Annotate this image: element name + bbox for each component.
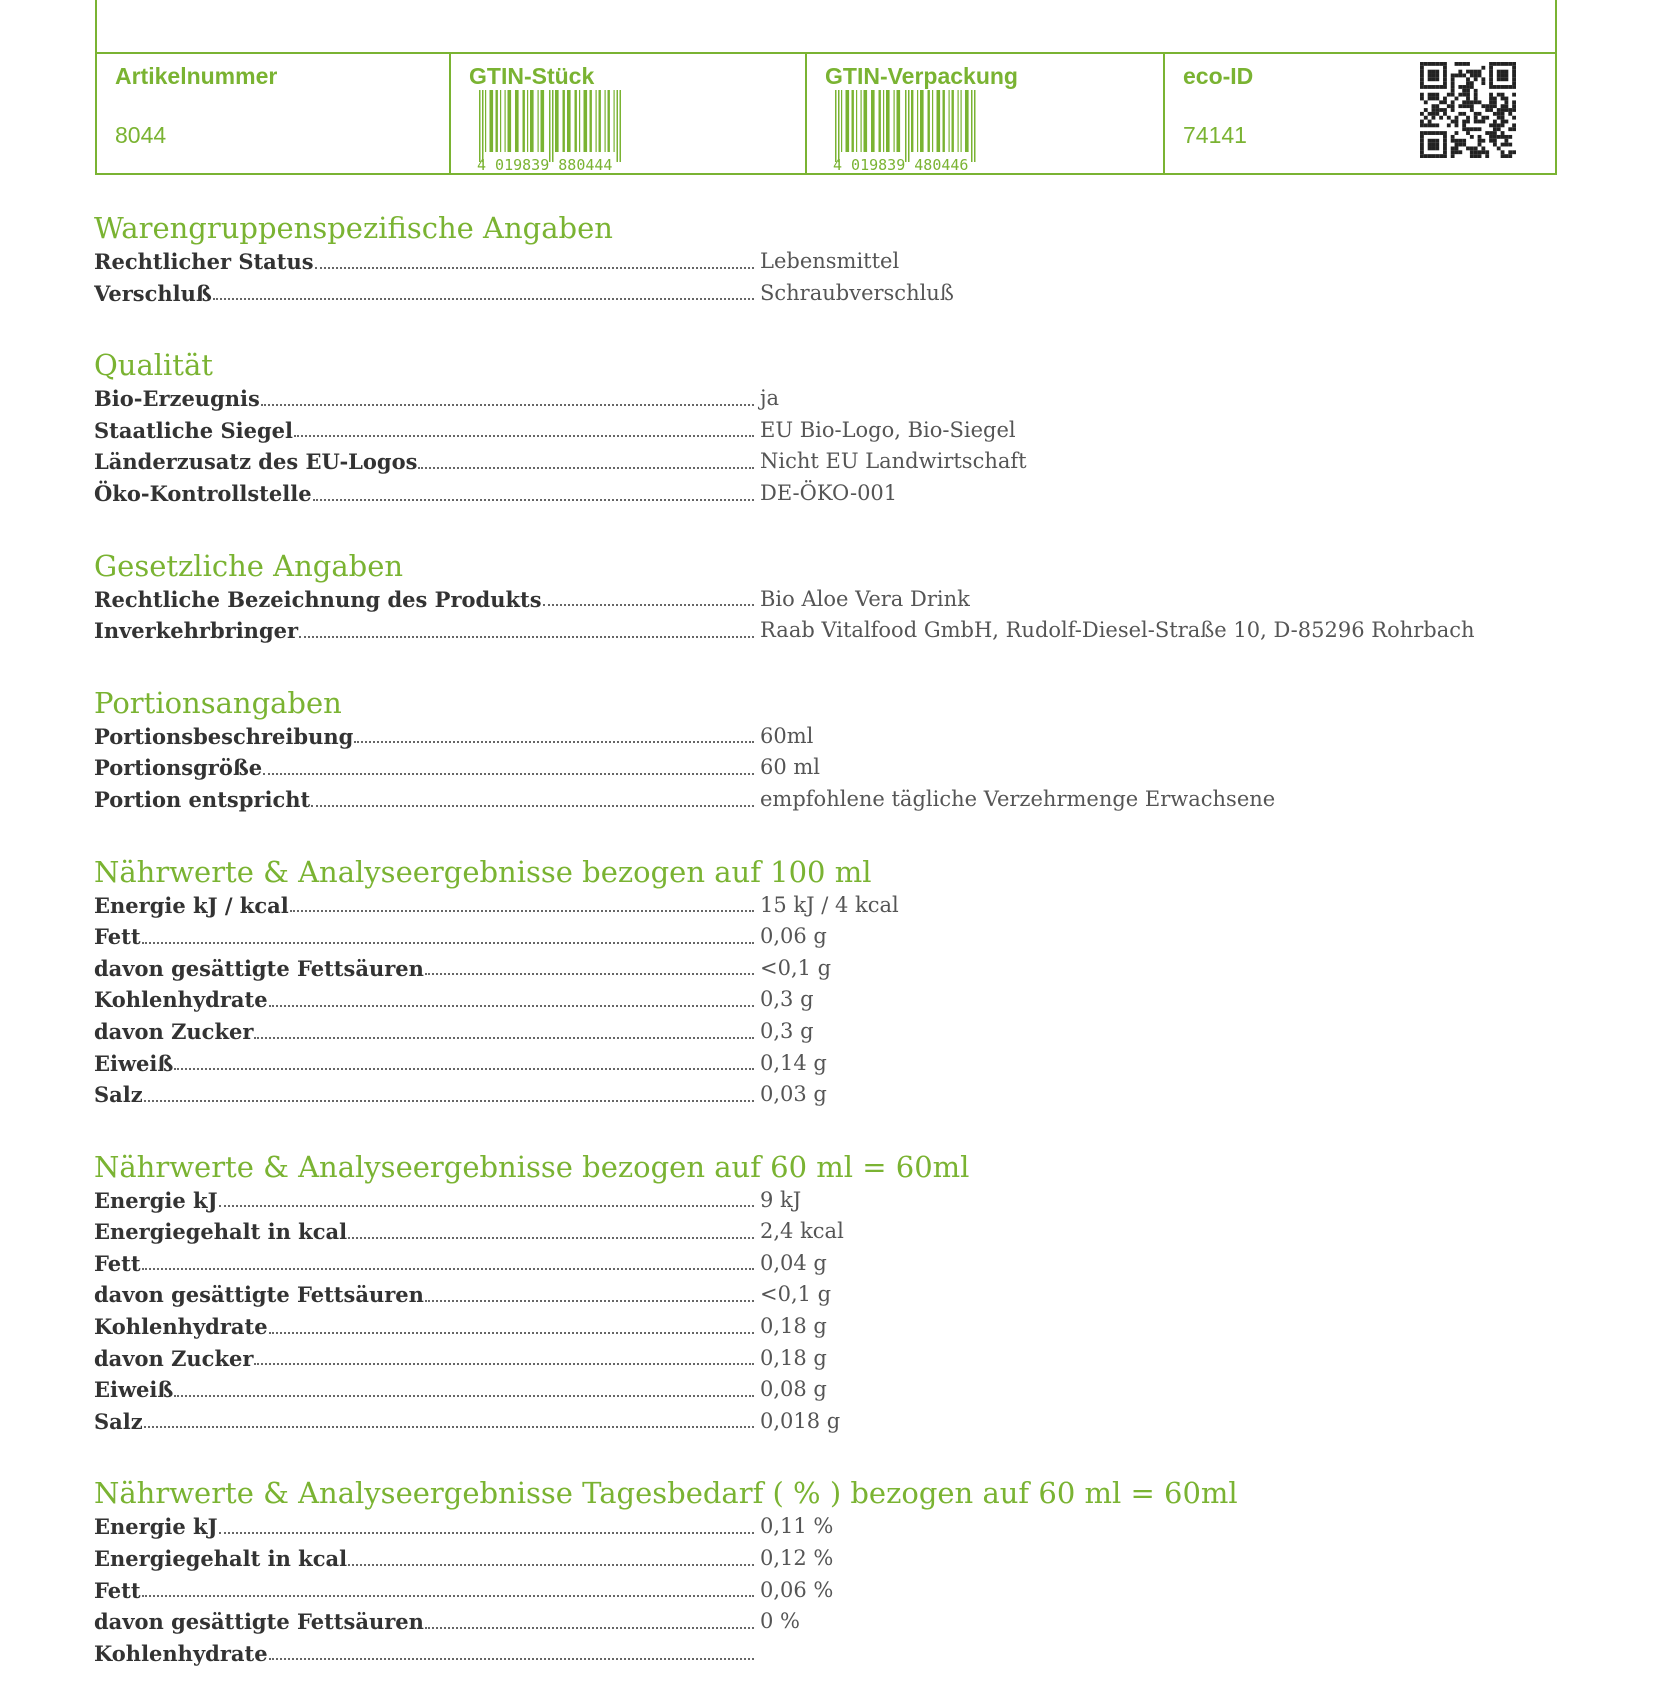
dot-leader	[219, 1205, 754, 1207]
spec-value: 0,3 g	[760, 1018, 814, 1043]
spec-value: 0,06 g	[760, 924, 827, 949]
spec-label: davon gesättigte Fettsäuren	[94, 955, 424, 981]
dot-leader	[313, 499, 754, 501]
spec-label: Kohlenhydrate	[94, 1640, 268, 1666]
spec-label-wrap	[94, 478, 754, 510]
spec-label: Staatliche Siegel	[94, 417, 293, 443]
section-title: Nährwerte & Analyseergebnisse bezogen auf 100 ml	[94, 854, 872, 889]
spec-label-wrap	[94, 1048, 754, 1080]
spec-label-wrap	[94, 415, 754, 447]
spec-row	[94, 383, 1534, 415]
spec-label-wrap	[94, 1248, 754, 1280]
dot-leader	[142, 1595, 754, 1597]
dot-leader	[261, 404, 754, 406]
spec-row	[94, 278, 1534, 310]
dot-leader	[311, 805, 754, 807]
spec-value: 0,18 g	[760, 1345, 827, 1370]
spec-value: Nicht EU Landwirtschaft	[760, 449, 1027, 474]
spec-label: Portionsgröße	[94, 755, 263, 781]
spec-label: Öko-Kontrollstelle	[94, 480, 312, 506]
spec-label-wrap	[94, 890, 754, 922]
spec-value: 0 %	[760, 1609, 800, 1634]
spec-row	[94, 921, 1534, 953]
dot-leader	[174, 1395, 754, 1397]
eco-id-label: eco-ID	[1183, 63, 1254, 89]
spec-value: DE-ÖKO-001	[760, 480, 898, 505]
dot-leader	[144, 1426, 754, 1428]
dot-leader	[213, 298, 754, 300]
spec-value: 0,14 g	[760, 1050, 827, 1075]
dot-leader	[144, 1100, 754, 1102]
spec-label: Fett	[94, 1250, 141, 1276]
spec-row	[94, 784, 1534, 816]
spec-value: 0,3 g	[760, 987, 814, 1012]
dot-leader	[269, 1658, 754, 1660]
barcode-icon	[833, 90, 1013, 172]
spec-value: 0,08 g	[760, 1377, 827, 1402]
spec-row	[94, 415, 1534, 447]
spec-label: Fett	[94, 1577, 141, 1603]
dot-leader	[254, 1037, 754, 1039]
article-number-value: 8044	[115, 122, 167, 148]
spec-row	[94, 1511, 1534, 1543]
spec-section	[94, 854, 1534, 1111]
spec-value: Lebensmittel	[760, 249, 900, 273]
spec-label: davon Zucker	[94, 1018, 254, 1044]
section-title: Gesetzliche Angaben	[94, 548, 404, 583]
spec-label: Portion entspricht	[94, 786, 311, 812]
spec-label-wrap	[94, 1311, 754, 1343]
spec-label: Bio-Erzeugnis	[94, 386, 260, 412]
dot-leader	[543, 604, 754, 606]
spec-label-wrap	[94, 1511, 754, 1543]
spec-label-wrap	[94, 1543, 754, 1575]
spec-row	[94, 752, 1534, 784]
spec-value: Bio Aloe Vera Drink	[760, 586, 970, 611]
spec-label: Energie kJ	[94, 1514, 218, 1540]
article-number-label: Artikelnummer	[115, 63, 278, 89]
dot-leader	[142, 1268, 754, 1270]
spec-label: Energie kJ / kcal	[94, 892, 289, 918]
spec-row	[94, 1406, 1534, 1438]
qr-code-icon	[1420, 62, 1516, 158]
spec-label: davon gesättigte Fettsäuren	[94, 1609, 424, 1635]
barcode-icon	[477, 90, 657, 172]
spec-label: Inverkehrbringer	[94, 618, 299, 644]
spec-label-wrap	[94, 721, 754, 753]
dot-leader	[269, 1332, 754, 1334]
spec-section	[94, 347, 1534, 509]
spec-row	[94, 1216, 1534, 1248]
spec-label-wrap	[94, 584, 754, 616]
spec-row	[94, 1016, 1534, 1048]
spec-value: 0,18 g	[760, 1314, 827, 1339]
spec-row	[94, 615, 1534, 647]
spec-label: Rechtlicher Status	[94, 249, 314, 274]
section-title: Qualität	[94, 348, 213, 383]
spec-row	[94, 1185, 1534, 1217]
spec-label-wrap	[94, 383, 754, 415]
spec-label-wrap	[94, 278, 754, 310]
spec-row	[94, 984, 1534, 1016]
spec-label-wrap	[94, 1279, 754, 1311]
spec-value	[754, 1638, 760, 1670]
section-title: Nährwerte & Analyseergebnisse bezogen auf 60 ml = 60ml	[94, 1149, 970, 1184]
spec-label-wrap	[94, 1216, 754, 1248]
dot-leader	[142, 942, 754, 944]
spec-label-wrap	[94, 921, 754, 953]
spec-label: davon gesättigte Fettsäuren	[94, 1282, 424, 1308]
product-id-row	[97, 52, 1555, 173]
dot-leader	[425, 973, 754, 975]
spec-value: 9 kJ	[760, 1187, 802, 1212]
spec-value: 60 ml	[760, 755, 821, 780]
spec-label-wrap	[94, 984, 754, 1016]
eco-id-cell	[1163, 54, 1555, 173]
spec-label: Energiegehalt in kcal	[94, 1546, 348, 1572]
spec-row	[94, 1543, 1534, 1575]
spec-row	[94, 446, 1534, 478]
spec-row	[94, 1606, 1534, 1638]
spec-label-wrap	[94, 446, 754, 478]
gtin-pack-label: GTIN-Verpackung	[825, 63, 1018, 89]
spec-value: 0,018 g	[760, 1408, 841, 1433]
gtin-pack-cell	[805, 54, 1165, 173]
spec-label: Eiweiß	[94, 1377, 174, 1403]
spec-label-wrap	[94, 1343, 754, 1375]
spec-label: Kohlenhydrate	[94, 1314, 268, 1340]
spec-label-wrap	[94, 246, 754, 278]
spec-row	[94, 721, 1534, 753]
spec-row	[94, 1638, 1534, 1670]
spec-row	[94, 1248, 1534, 1280]
spec-value: empfohlene tägliche Verzehrmenge Erwachsene	[760, 786, 1276, 811]
spec-label: Salz	[94, 1408, 143, 1434]
spec-value: 0,04 g	[760, 1250, 827, 1275]
spec-section	[94, 548, 1534, 647]
spec-label: Fett	[94, 924, 141, 950]
spec-label: davon Zucker	[94, 1345, 254, 1371]
product-spec-sheet	[94, 210, 1534, 1707]
dot-leader	[348, 1237, 754, 1239]
spec-label: Portionsbeschreibung	[94, 723, 354, 749]
spec-label-wrap	[94, 953, 754, 985]
dot-leader	[254, 1363, 754, 1365]
spec-value: EU Bio-Logo, Bio-Siegel	[760, 417, 1016, 442]
dot-leader	[354, 741, 754, 743]
spec-row	[94, 1575, 1534, 1607]
spec-label-wrap	[94, 615, 754, 647]
dot-leader	[290, 910, 754, 912]
spec-value: <0,1 g	[760, 1282, 832, 1307]
spec-value: 0,06 %	[760, 1577, 834, 1602]
spec-value: 0,11 %	[760, 1514, 834, 1539]
section-title: Portionsangaben	[94, 685, 342, 720]
spec-value: 2,4 kcal	[760, 1219, 844, 1244]
spec-row	[94, 1079, 1534, 1111]
section-title: Warengruppenspezifische Angaben	[94, 211, 613, 245]
gtin-piece-label: GTIN-Stück	[469, 63, 595, 89]
dot-leader	[425, 1627, 754, 1629]
spec-row	[94, 890, 1534, 922]
spec-label: Energiegehalt in kcal	[94, 1219, 348, 1245]
dot-leader	[315, 267, 754, 269]
spec-label-wrap	[94, 1575, 754, 1607]
spec-row	[94, 584, 1534, 616]
dot-leader	[418, 467, 754, 469]
spec-row	[94, 1343, 1534, 1375]
spec-row	[94, 1374, 1534, 1406]
dot-leader	[219, 1532, 754, 1534]
dot-leader	[425, 1300, 754, 1302]
dot-leader	[348, 1564, 754, 1566]
spec-label-wrap	[94, 1374, 754, 1406]
svg-text:4 019839 880444: 4 019839 880444	[477, 156, 613, 172]
dot-leader	[269, 1005, 754, 1007]
spec-value: Raab Vitalfood GmbH, Rudolf-Diesel-Straße 10, D-85296 Rohrbach	[760, 618, 1475, 643]
spec-value: <0,1 g	[760, 955, 832, 980]
spec-label-wrap	[94, 1638, 754, 1670]
spec-section	[94, 1475, 1534, 1669]
eco-id-value: 74141	[1183, 122, 1247, 148]
spec-label-wrap	[94, 1016, 754, 1048]
spec-label-wrap	[94, 1185, 754, 1217]
spec-label-wrap	[94, 1406, 754, 1438]
spec-label-wrap	[94, 752, 754, 784]
spec-label-wrap	[94, 1606, 754, 1638]
spec-label: Energie kJ	[94, 1187, 218, 1213]
spec-section	[94, 685, 1534, 816]
spec-label: Eiweiß	[94, 1050, 174, 1076]
spec-label: Verschluß	[94, 280, 212, 306]
spec-row	[94, 246, 1534, 278]
spec-label: Salz	[94, 1082, 143, 1108]
spec-value: 15 kJ / 4 kcal	[760, 892, 899, 917]
dot-leader	[263, 773, 754, 775]
dot-leader	[174, 1068, 754, 1070]
spec-value: ja	[760, 386, 780, 411]
spec-label: Kohlenhydrate	[94, 987, 268, 1013]
gtin-piece-cell	[449, 54, 807, 173]
spec-value: 0,03 g	[760, 1082, 827, 1107]
dot-leader	[294, 435, 754, 437]
spec-value: Schraubverschluß	[760, 280, 954, 305]
spec-label: Länderzusatz des EU-Logos	[94, 449, 418, 475]
spec-section	[94, 1149, 1534, 1438]
spec-row	[94, 1048, 1534, 1080]
spec-row	[94, 478, 1534, 510]
spec-row	[94, 1311, 1534, 1343]
spec-label-wrap	[94, 1079, 754, 1111]
spec-section	[94, 210, 1534, 309]
section-title: Nährwerte & Analyseergebnisse Tagesbedarf ( % ) bezogen auf 60 ml = 60ml	[94, 1476, 1238, 1511]
spec-row	[94, 953, 1534, 985]
spec-value: 60ml	[760, 723, 814, 748]
product-id-box	[95, 0, 1557, 175]
spec-row	[94, 1279, 1534, 1311]
svg-text:4 019839 480446: 4 019839 480446	[833, 156, 969, 172]
article-number-cell	[97, 54, 449, 173]
spec-label: Rechtliche Bezeichnung des Produkts	[94, 586, 542, 612]
dot-leader	[299, 636, 754, 638]
spec-label-wrap	[94, 784, 754, 816]
spec-value: 0,12 %	[760, 1546, 834, 1571]
